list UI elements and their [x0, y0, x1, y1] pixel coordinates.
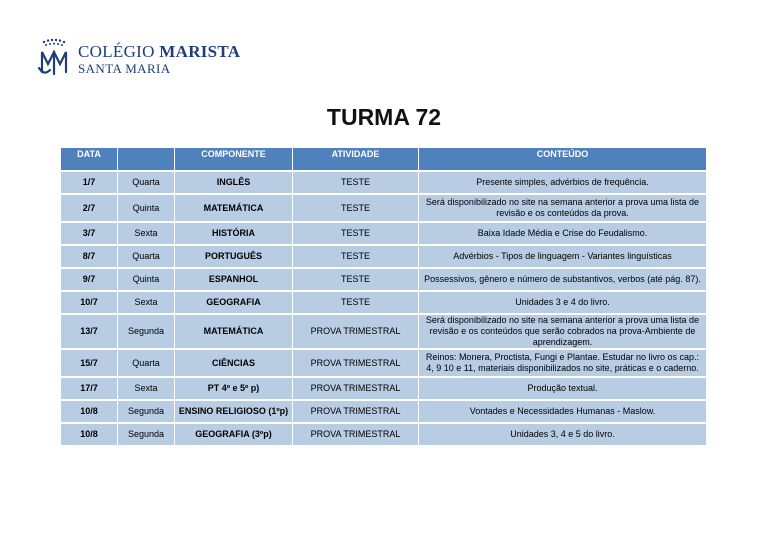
cell-date: 17/7	[61, 378, 117, 399]
cell-activity: PROVA TRIMESTRAL	[293, 378, 418, 399]
table-row	[61, 350, 706, 376]
cell-date: 9/7	[61, 269, 117, 290]
cell-component: PT 4º e 5º p)	[175, 378, 292, 399]
cell-day: Segunda	[118, 424, 174, 445]
cell-activity: PROVA TRIMESTRAL	[293, 315, 418, 348]
column-header-content: CONTEÚDO	[419, 148, 706, 170]
cell-content: Unidades 3, 4 e 5 do livro.	[419, 424, 706, 445]
cell-component: MATEMÁTICA	[175, 315, 292, 348]
table-row	[61, 292, 706, 313]
school-logo	[36, 38, 241, 78]
cell-content: Produção textual.	[419, 378, 706, 399]
cell-activity: TESTE	[293, 269, 418, 290]
cell-day: Sexta	[118, 378, 174, 399]
cell-date: 10/8	[61, 401, 117, 422]
cell-component: ENSINO RELIGIOSO (1ºp)	[175, 401, 292, 422]
cell-activity: TESTE	[293, 246, 418, 267]
cell-content: Reinos: Monera, Proctista, Fungi e Plantae. Estudar no livro os cap.: 4, 9 10 e 11, materiais disponibilizados no site, práticas e o caderno.	[419, 350, 706, 376]
table-row	[61, 195, 706, 221]
cell-content: Presente simples, advérbios de frequência.	[419, 172, 706, 193]
table-row	[61, 401, 706, 422]
cell-day: Quinta	[118, 269, 174, 290]
cell-component: PORTUGUÊS	[175, 246, 292, 267]
logo-school-name: COLÉGIO MARISTA	[78, 42, 241, 61]
cell-component: CIÊNCIAS	[175, 350, 292, 376]
column-header-day	[118, 148, 174, 170]
cell-date: 3/7	[61, 223, 117, 244]
cell-day: Quinta	[118, 195, 174, 221]
cell-date: 13/7	[61, 315, 117, 348]
cell-content: Advérbios - Tipos de linguagem - Variantes linguísticas	[419, 246, 706, 267]
table-row	[61, 378, 706, 399]
cell-activity: TESTE	[293, 292, 418, 313]
cell-activity: PROVA TRIMESTRAL	[293, 401, 418, 422]
cell-content: Baixa Idade Média e Crise do Feudalismo.	[419, 223, 706, 244]
cell-date: 10/8	[61, 424, 117, 445]
table-row	[61, 424, 706, 445]
cell-day: Segunda	[118, 401, 174, 422]
cell-content: Possessivos, gênero e número de substantivos, verbos (até pág. 87).	[419, 269, 706, 290]
logo-school-city: SANTA MARIA	[78, 61, 171, 76]
cell-day: Segunda	[118, 315, 174, 348]
cell-activity: PROVA TRIMESTRAL	[293, 350, 418, 376]
table-row	[61, 223, 706, 244]
table-row	[61, 269, 706, 290]
cell-day: Quarta	[118, 246, 174, 267]
cell-date: 2/7	[61, 195, 117, 221]
cell-date: 15/7	[61, 350, 117, 376]
cell-date: 10/7	[61, 292, 117, 313]
cell-day: Sexta	[118, 223, 174, 244]
table-header-row	[61, 148, 706, 170]
cell-component: MATEMÁTICA	[175, 195, 292, 221]
cell-component: GEOGRAFIA (3ºp)	[175, 424, 292, 445]
table-row	[61, 172, 706, 193]
column-header-activity: ATIVIDADE	[293, 148, 418, 170]
cell-activity: TESTE	[293, 223, 418, 244]
cell-day: Sexta	[118, 292, 174, 313]
column-header-component: COMPONENTE	[175, 148, 292, 170]
cell-date: 8/7	[61, 246, 117, 267]
marist-monogram-icon	[36, 38, 72, 76]
table-row	[61, 315, 706, 348]
cell-activity: TESTE	[293, 172, 418, 193]
cell-activity: TESTE	[293, 195, 418, 221]
cell-date: 1/7	[61, 172, 117, 193]
cell-content: Será disponibilizado no site na semana anterior a prova uma lista de revisão e os conteúdos que serão cobrados na prova-Ambiente de aprendizagem.	[419, 315, 706, 348]
cell-day: Quarta	[118, 172, 174, 193]
page-title: TURMA 72	[326, 104, 442, 130]
cell-content: Vontades e Necessidades Humanas - Maslow.	[419, 401, 706, 422]
cell-day: Quarta	[118, 350, 174, 376]
cell-content: Unidades 3 e 4 do livro.	[419, 292, 706, 313]
cell-content: Será disponibilizado no site na semana anterior a prova uma lista de revisão e os conteúdos da prova.	[419, 195, 706, 221]
cell-activity: PROVA TRIMESTRAL	[293, 424, 418, 445]
cell-component: INGLÊS	[175, 172, 292, 193]
cell-component: ESPANHOL	[175, 269, 292, 290]
cell-component: HISTÓRIA	[175, 223, 292, 244]
column-header-date: DATA	[61, 148, 117, 170]
cell-component: GEOGRAFIA	[175, 292, 292, 313]
exam-schedule-table	[60, 146, 707, 447]
table-row	[61, 246, 706, 267]
